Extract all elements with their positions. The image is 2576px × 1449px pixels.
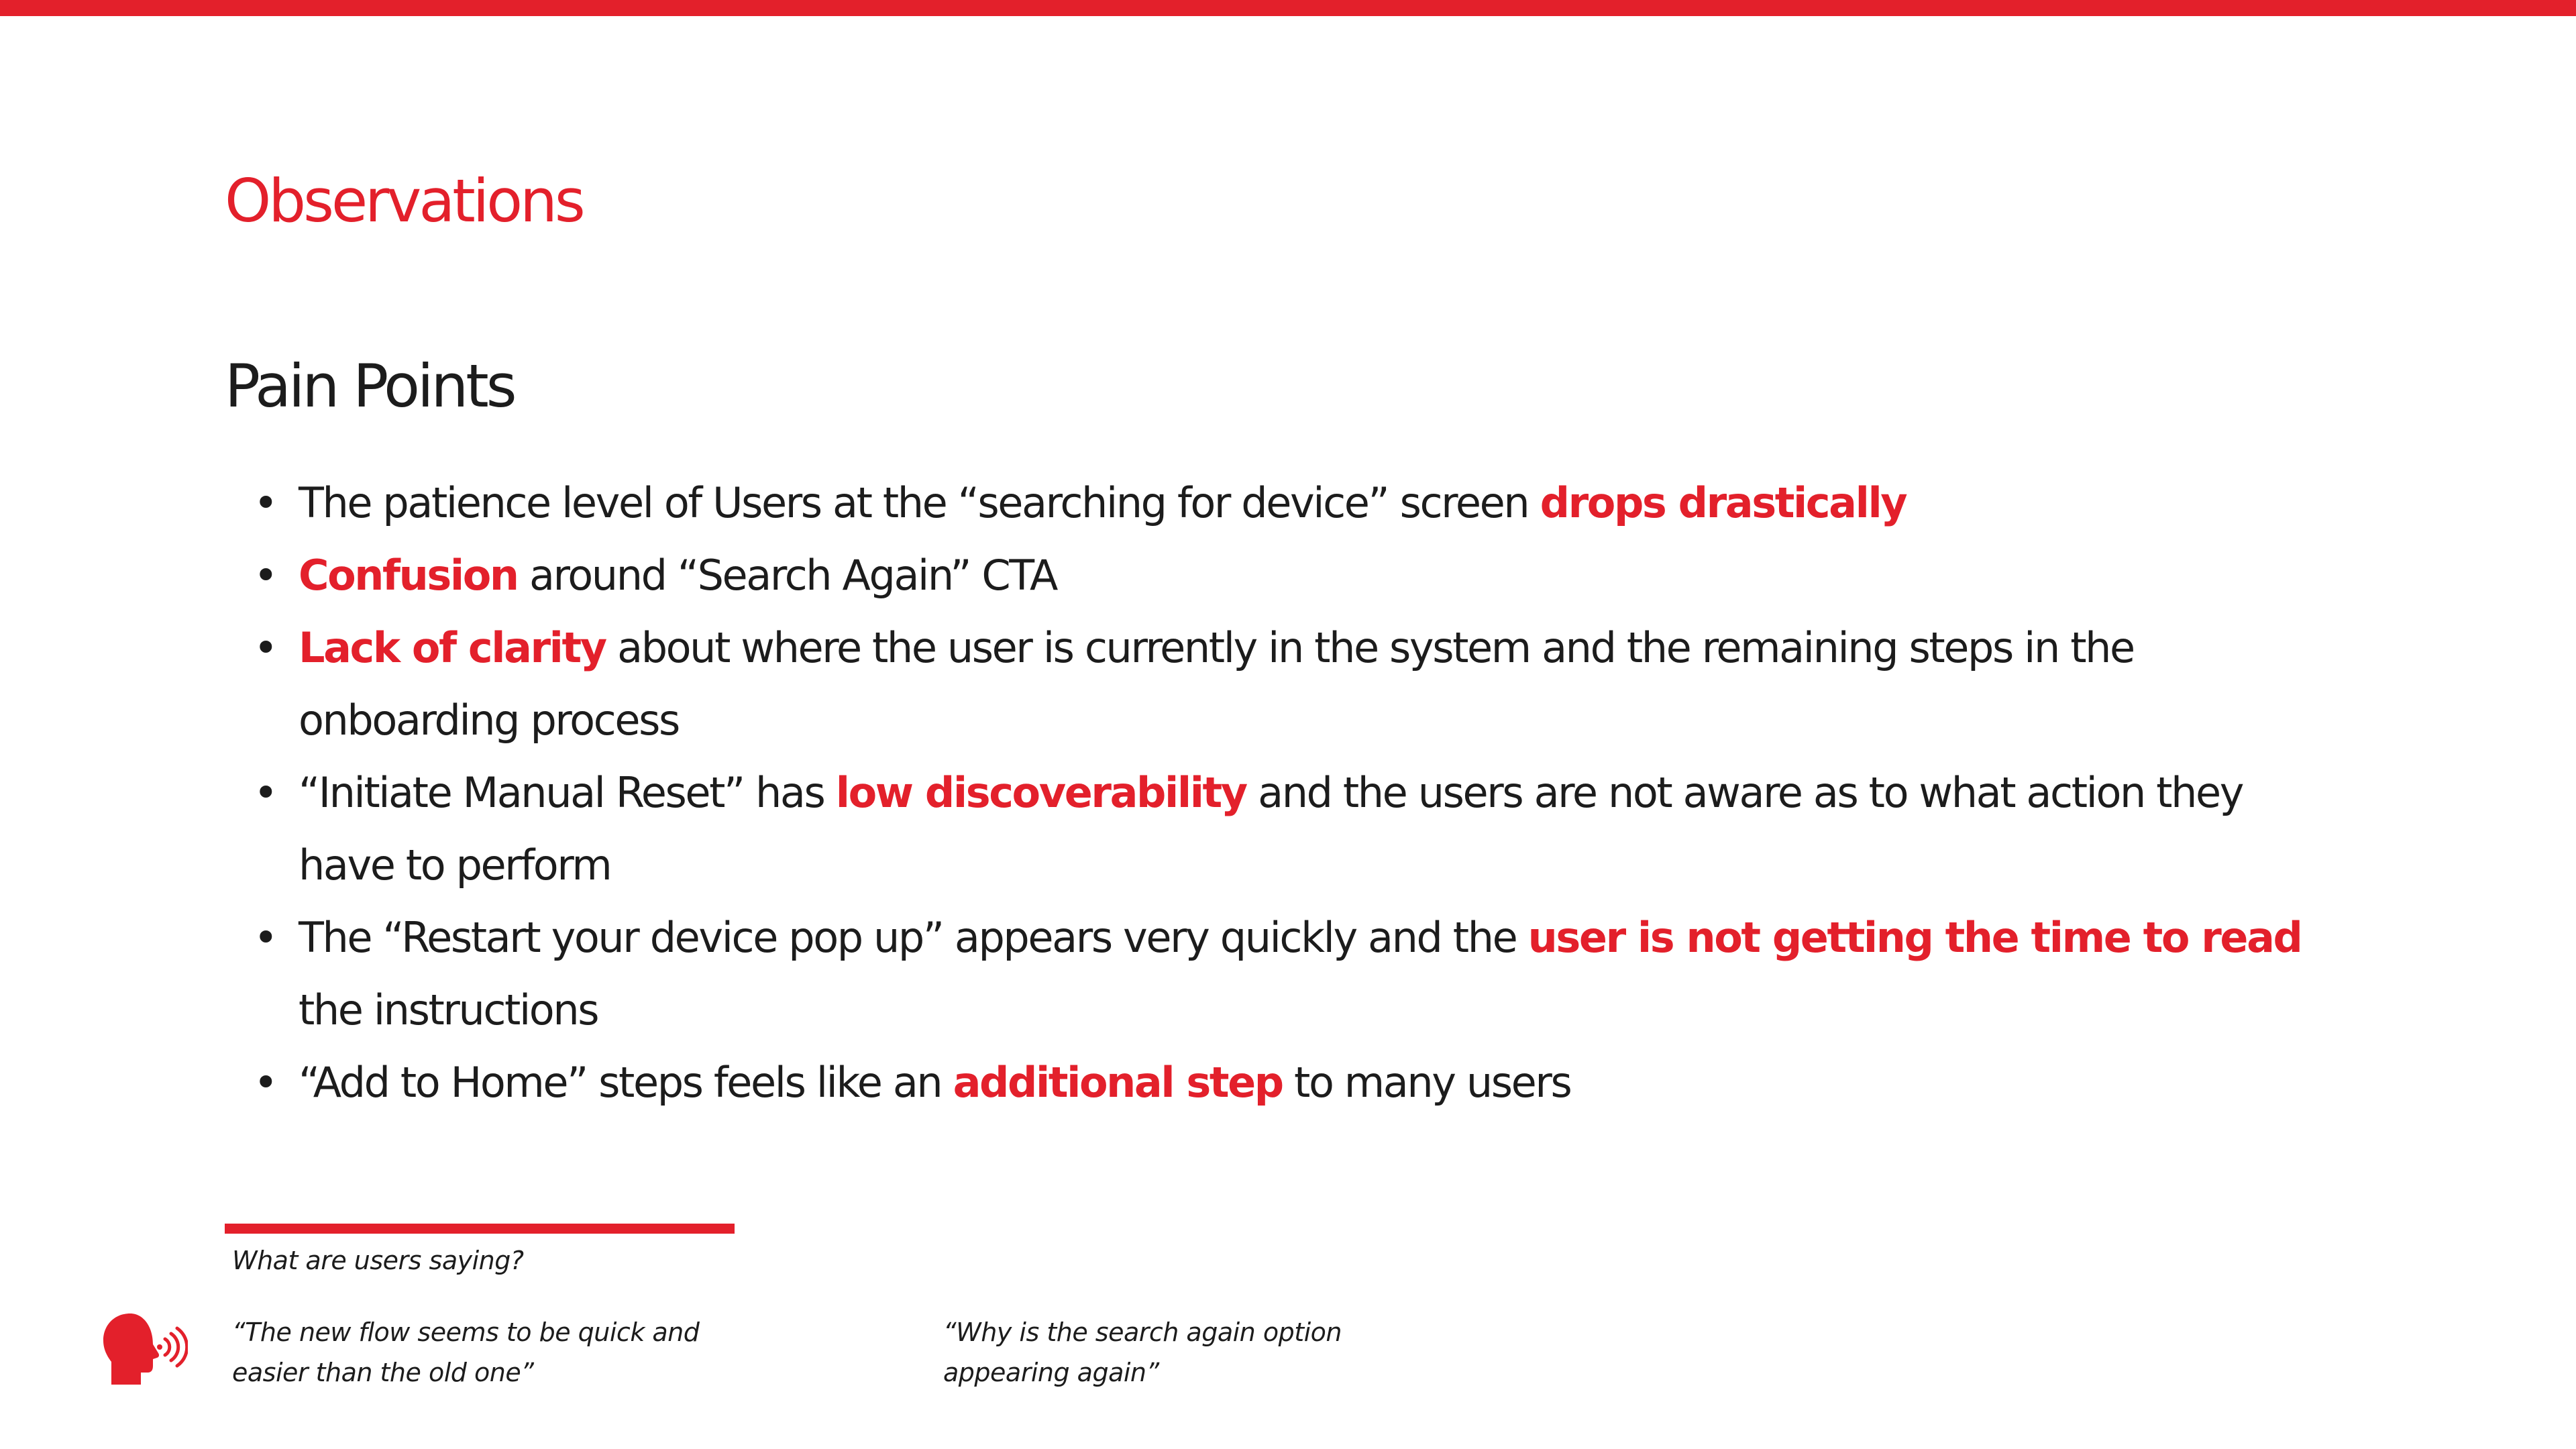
pain-point-item bbox=[225, 902, 2304, 1046]
pain-point-highlight: low discoverability bbox=[835, 768, 1246, 817]
pain-point-item bbox=[225, 467, 2304, 539]
bullet-icon: • bbox=[254, 623, 277, 672]
pain-point-highlight: drops drastically bbox=[1540, 478, 1907, 527]
bullet-icon: • bbox=[254, 478, 277, 527]
pain-point-item bbox=[225, 612, 2304, 757]
pain-points-list bbox=[225, 467, 2304, 1119]
pain-point-text: and the users are not aware as to what action they have to perform bbox=[299, 768, 2243, 890]
bullet-icon: • bbox=[254, 551, 277, 600]
quotes-divider bbox=[225, 1224, 735, 1234]
pain-point-text: to many users bbox=[1282, 1058, 1571, 1107]
pain-point-item bbox=[225, 1046, 2304, 1119]
top-accent-bar bbox=[0, 0, 2576, 16]
pain-point-highlight: Lack of clarity bbox=[299, 623, 606, 672]
pain-point-text: around “Search Again” CTA bbox=[517, 551, 1057, 600]
pain-point-text: The patience level of Users at the “searching for device” screen bbox=[299, 478, 1540, 527]
bullet-icon: • bbox=[254, 768, 277, 817]
pain-point-item bbox=[225, 757, 2304, 902]
pain-point-text: “Initiate Manual Reset” has bbox=[299, 768, 836, 817]
pain-point-text: “Add to Home” steps feels like an bbox=[299, 1058, 953, 1107]
pain-point-item bbox=[225, 539, 2304, 612]
pain-point-text: about where the user is currently in the system and the remaining steps in the onboarding process bbox=[299, 623, 2134, 745]
speaking-head-icon bbox=[94, 1309, 188, 1390]
user-quote: “The new flow seems to be quick and easier than the old one” bbox=[232, 1318, 700, 1387]
section-title-pain-points: Pain Points bbox=[225, 352, 515, 421]
bullet-icon: • bbox=[254, 1058, 277, 1107]
pain-point-text: The “Restart your device pop up” appears very quickly and the bbox=[299, 913, 1528, 962]
quotes-heading: What are users saying? bbox=[232, 1246, 524, 1275]
pain-point-highlight: Confusion bbox=[299, 551, 518, 600]
bullet-icon: • bbox=[254, 913, 277, 962]
pain-point-highlight: user is not getting the time to read bbox=[1527, 913, 2302, 962]
user-quote: “Why is the search again option appearing again” bbox=[943, 1318, 1342, 1387]
pain-point-highlight: additional step bbox=[953, 1058, 1283, 1107]
page-title: Observations bbox=[225, 166, 583, 235]
pain-point-text: the instructions bbox=[299, 985, 598, 1034]
